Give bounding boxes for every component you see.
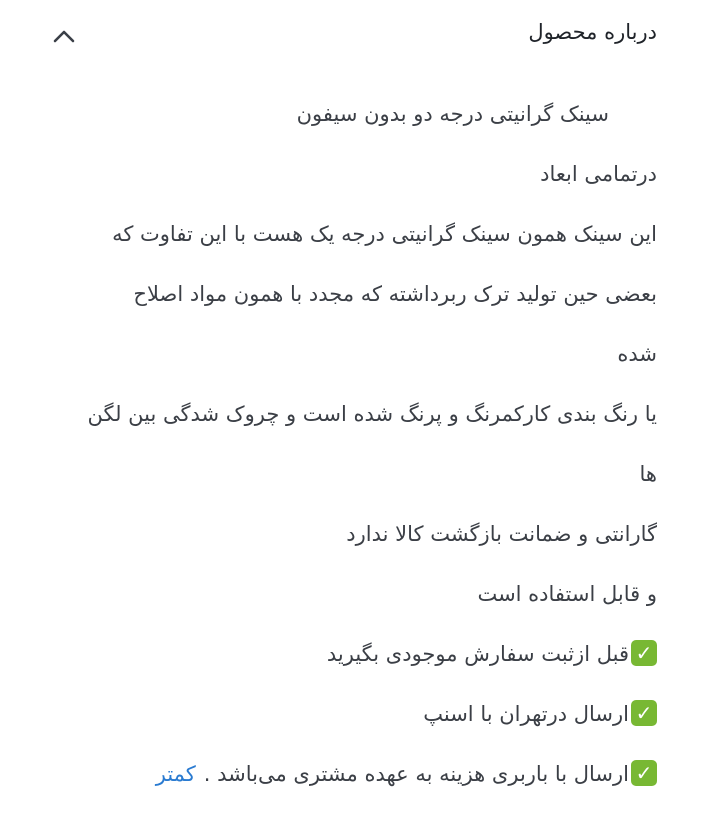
description-line: یا رنگ بندی کارکمرنگ و پرنگ شده است و چروک شدگی بین لگن bbox=[87, 402, 657, 426]
description-line: گارانتی و ضمانت بازگشت کالا ندارد bbox=[346, 522, 657, 546]
check-mark-icon: ✓ bbox=[631, 700, 657, 726]
section-title: درباره محصول bbox=[528, 20, 657, 44]
bullet-text: ارسال درتهران با اسنپ bbox=[423, 702, 629, 726]
product-description bbox=[40, 84, 657, 804]
bullet-text: ارسال با باربری هزینه به عهده مشتری می‌باشد . bbox=[203, 762, 629, 786]
description-line: درتمامی ابعاد bbox=[540, 162, 657, 186]
description-line: این سینک همون سینک گرانیتی درجه یک هست با این تفاوت که bbox=[112, 222, 657, 246]
description-line: و قابل استفاده است bbox=[477, 582, 657, 606]
check-mark-icon: ✓ bbox=[631, 760, 657, 786]
bullet-line bbox=[40, 624, 657, 684]
description-line: شده bbox=[617, 342, 657, 366]
bullet-text: قبل ازثبت سفارش موجودی بگیرید bbox=[326, 642, 629, 666]
bullet-line bbox=[40, 744, 657, 804]
description-line: بعضی حین تولید ترک ربرداشته که مجدد با همون مواد اصلاح bbox=[133, 282, 657, 306]
chevron-up-icon bbox=[53, 29, 75, 43]
description-line: ها bbox=[639, 462, 657, 486]
description-line: سینک گرانیتی درجه دو بدون سیفون bbox=[296, 102, 609, 126]
show-less-link[interactable]: کمتر bbox=[155, 762, 196, 786]
collapse-toggle-button[interactable] bbox=[46, 20, 82, 52]
check-mark-icon: ✓ bbox=[631, 640, 657, 666]
product-about-header[interactable] bbox=[0, 0, 701, 72]
bullet-line bbox=[40, 684, 657, 744]
